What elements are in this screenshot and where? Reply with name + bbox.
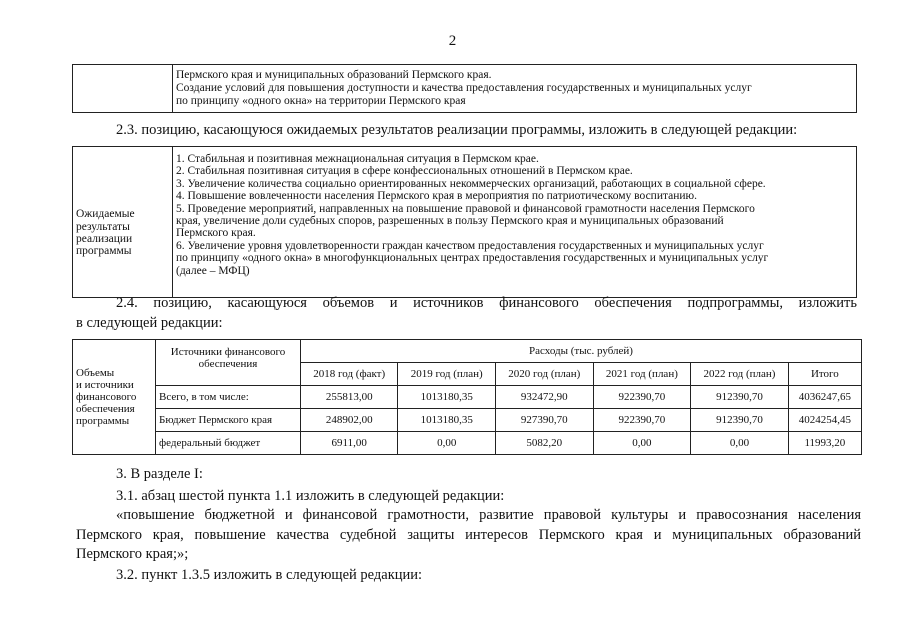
result-line: Пермского края. bbox=[176, 227, 256, 240]
result-line: 1. Стабильная и позитивная межнациональная ситуация в Пермском крае. bbox=[176, 153, 539, 165]
value-cell: 255813,00 bbox=[301, 386, 398, 409]
label-line: результаты bbox=[76, 220, 130, 233]
result-line: 6. Увеличение уровня удовлетворенности граждан качеством предоставления государственных и муниципальных услуг bbox=[176, 239, 764, 252]
result-line: 4. Повышение вовлеченности населения Пермского края в мероприятия по патриотическому воспитанию. bbox=[176, 190, 698, 203]
page-number: 2 bbox=[448, 33, 457, 49]
expenses-header: Расходы (тыс. рублей) bbox=[301, 340, 862, 363]
quote-line: «повышение бюджетной и финансовой грамотности, развитие правовой культуры и правосознания населения bbox=[116, 507, 861, 523]
total-cell: 4036247,65 bbox=[788, 386, 861, 409]
paragraph-3-1: 3.1. абзац шестой пункта 1.1 изложить в следующей редакции: bbox=[116, 488, 505, 504]
value-cell: 927390,70 bbox=[496, 409, 594, 432]
label-line: Объемы bbox=[76, 367, 115, 379]
year-header: 2020 год (план) bbox=[496, 363, 594, 386]
result-line: (далее – МФЦ) bbox=[176, 264, 250, 277]
result-line: края, увеличение доли судебных споров, разрешенных в пользу Пермского края и муниципальных образований bbox=[176, 215, 724, 228]
value-cell: 6911,00 bbox=[301, 432, 398, 455]
year-header: 2022 год (план) bbox=[691, 363, 789, 386]
value-cell: 1013180,35 bbox=[398, 409, 496, 432]
label-line: Ожидаемые bbox=[76, 208, 135, 221]
table-row bbox=[73, 386, 862, 409]
value-cell: 5082,20 bbox=[496, 432, 594, 455]
year-header: 2019 год (план) bbox=[398, 363, 496, 386]
table-row bbox=[73, 432, 862, 455]
finance-table bbox=[72, 339, 862, 455]
result-line: 5. Проведение мероприятий, направленных на повышение правовой и финансовой грамотности населения Пермского bbox=[176, 202, 755, 215]
goals-line: Создание условий для повышения доступности и качества предоставления государственных и муниципальных услуг bbox=[176, 82, 752, 94]
value-cell: 922390,70 bbox=[593, 409, 691, 432]
goals-line: Пермского края и муниципальных образований Пермского края. bbox=[176, 69, 492, 81]
value-cell: 922390,70 bbox=[593, 386, 691, 409]
expected-results-label bbox=[73, 147, 173, 298]
value-cell: 1013180,35 bbox=[398, 386, 496, 409]
value-cell: 932472,90 bbox=[496, 386, 594, 409]
label-line: программы bbox=[76, 245, 132, 258]
source-name: федеральный бюджет bbox=[156, 432, 301, 455]
total-cell: 4024254,45 bbox=[788, 409, 861, 432]
label-line: реализации bbox=[76, 233, 133, 245]
paragraph-2-3: 2.3. позицию, касающуюся ожидаемых результатов реализации программы, изложить в следующей редакции: bbox=[116, 122, 798, 138]
paragraph-2-4-line1: 2.4. позицию, касающуюся объемов и источников финансового обеспечения подпрограммы, изложить bbox=[116, 295, 857, 311]
section-3-heading: 3. В разделе I: bbox=[116, 466, 203, 482]
result-line: 2. Стабильная позитивная ситуация в сфере конфессиональных отношений в Пермском крае. bbox=[176, 165, 633, 178]
label-line: программы bbox=[76, 415, 130, 427]
total-cell: 11993,20 bbox=[788, 432, 861, 455]
label-line: финансового bbox=[76, 391, 137, 403]
quote-line: Пермского края;»; bbox=[76, 546, 189, 562]
year-header: 2018 год (факт) bbox=[301, 363, 398, 386]
goals-line: по принципу «одного окна» на территории Пермского края bbox=[176, 95, 466, 107]
empty-label-cell bbox=[73, 65, 173, 113]
result-line: 3. Увеличение количества социально ориентированных некоммерческих организаций, работающих в социальной сфере. bbox=[176, 177, 766, 190]
label-line: и источники bbox=[76, 379, 134, 391]
paragraph-3-2: 3.2. пункт 1.3.5 изложить в следующей редакции: bbox=[116, 567, 423, 583]
value-cell: 912390,70 bbox=[691, 409, 789, 432]
value-cell: 0,00 bbox=[398, 432, 496, 455]
year-header: 2021 год (план) bbox=[593, 363, 691, 386]
expected-results-table bbox=[72, 146, 857, 298]
quote-line: Пермского края, повышение качества судебной защиты интересов Пермского края и муниципальных образований bbox=[76, 527, 861, 543]
finance-label bbox=[73, 340, 156, 455]
total-header: Итого bbox=[788, 363, 861, 386]
value-cell: 248902,00 bbox=[301, 409, 398, 432]
value-cell: 912390,70 bbox=[691, 386, 789, 409]
value-cell: 0,00 bbox=[593, 432, 691, 455]
value-cell: 0,00 bbox=[691, 432, 789, 455]
result-line: по принципу «одного окна» в многофункциональных центрах предоставления государственных и муниципальных услуг bbox=[176, 252, 769, 265]
expected-results-content bbox=[173, 147, 857, 298]
program-goals-table bbox=[72, 64, 857, 113]
goals-cell bbox=[173, 65, 857, 113]
sources-header: Источники финансового обеспечения bbox=[156, 340, 301, 386]
source-name: Всего, в том числе: bbox=[156, 386, 301, 409]
table-row bbox=[73, 409, 862, 432]
source-name: Бюджет Пермского края bbox=[156, 409, 301, 432]
label-line: обеспечения bbox=[76, 403, 135, 415]
paragraph-2-4-line2: в следующей редакции: bbox=[76, 315, 223, 331]
